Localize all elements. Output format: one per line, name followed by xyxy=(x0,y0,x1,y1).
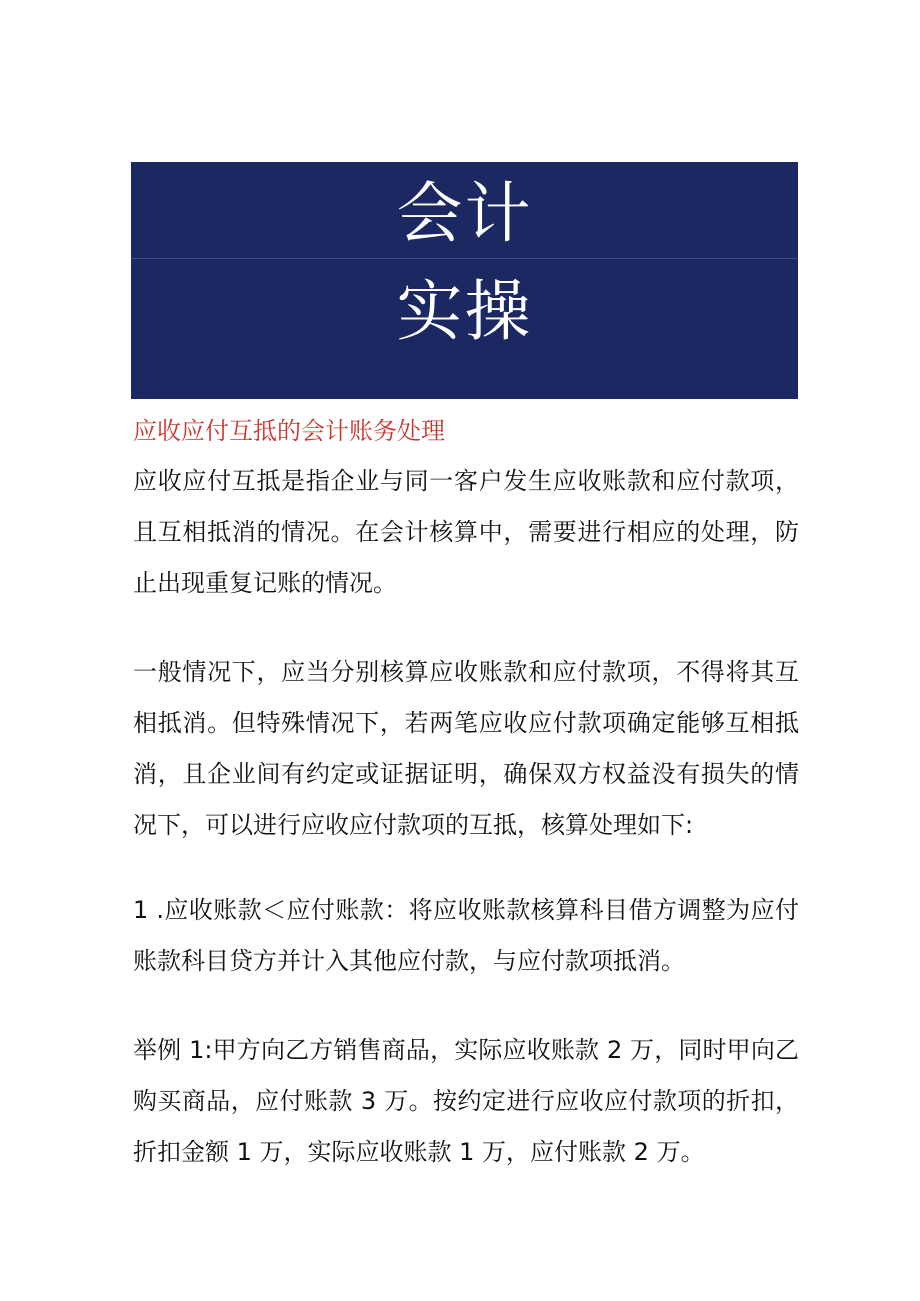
paragraph-case-1: 1 .应收账款＜应付账款：将应收账款核算科目借方调整为应付账款科目贷方并计入其他应付款，与应付款项抵消。 xyxy=(133,896,799,975)
title-banner xyxy=(131,162,798,399)
banner-title-line-1: 会计 xyxy=(396,175,533,252)
article-subtitle: 应收应付互抵的会计账务处理 xyxy=(133,417,445,445)
paragraph-general-rule: 一般情况下，应当分别核算应收账款和应付款项，不得将其互相抵消。但特殊情况下，若两笔应收应付款项确定能够互相抵消，且企业间有约定或证据证明，确保双方权益没有损失的情况下，可以进行应收应付款项的互抵，核算处理如下: xyxy=(133,658,799,839)
banner-divider xyxy=(131,258,798,259)
banner-title-line-2: 实操 xyxy=(396,273,533,350)
paragraph-definition: 应收应付互抵是指企业与同一客户发生应收账款和应付款项，且互相抵消的情况。在会计核算中，需要进行相应的处理，防止出现重复记账的情况。 xyxy=(133,467,799,597)
paragraph-example-1: 举例 1:甲方向乙方销售商品，实际应收账款 2 万，同时甲向乙购买商品，应付账款 3 万。按约定进行应收应付款项的折扣，折扣金额 1 万，实际应收账款 1 万，应付账款 2 万。 xyxy=(133,1036,799,1166)
